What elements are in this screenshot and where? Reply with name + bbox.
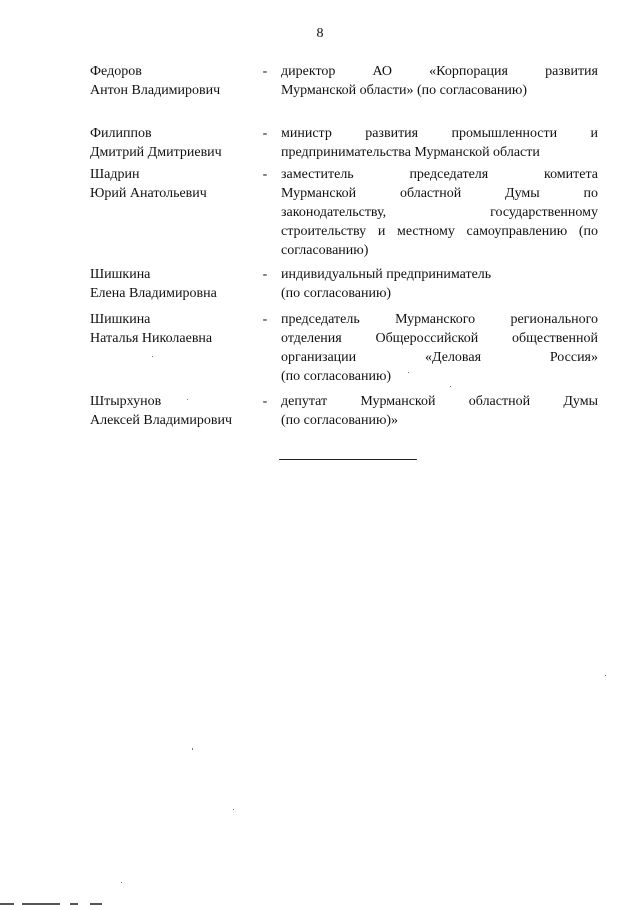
position-line: организации «Деловая Россия» <box>281 350 598 365</box>
member-name <box>90 62 260 100</box>
scan-speck <box>192 748 193 750</box>
member-position <box>281 310 598 386</box>
position-line: строительству и местному самоуправлению (по <box>281 224 598 239</box>
position-line: Мурманской области» (по согласованию) <box>281 83 528 98</box>
position-line: депутат Мурманской областной Думы <box>281 394 598 409</box>
member-position <box>281 124 598 162</box>
member-surname: Шишкина <box>90 267 151 282</box>
position-line: согласованию) <box>281 243 369 258</box>
entry-dash: - <box>262 126 268 141</box>
member-name <box>90 165 260 203</box>
scan-speck <box>152 356 153 357</box>
member-name <box>90 310 260 348</box>
member-position <box>281 265 598 303</box>
position-line: (по согласованию) <box>281 286 392 301</box>
position-line: отделения Общероссийской общественной <box>281 331 598 346</box>
entry-dash: - <box>262 167 268 182</box>
position-line: министр развития промышленности и <box>281 126 598 141</box>
scan-speck <box>408 372 409 373</box>
position-line: Мурманской областной Думы по <box>281 186 598 201</box>
member-position <box>281 392 598 430</box>
member-name <box>90 392 260 430</box>
member-surname: Федоров <box>90 64 142 79</box>
member-given-names: Елена Владимировна <box>90 286 217 301</box>
position-line: директор АО «Корпорация развития <box>281 64 598 79</box>
member-name <box>90 265 260 303</box>
scan-speck <box>450 386 451 387</box>
position-line: законодательству, государственному <box>281 205 598 220</box>
page-number: 8 <box>316 26 324 41</box>
member-given-names: Алексей Владимирович <box>90 413 233 428</box>
entry-dash: - <box>262 312 268 327</box>
position-line: индивидуальный предприниматель <box>281 267 492 282</box>
member-surname: Шишкина <box>90 312 151 327</box>
member-surname: Шадрин <box>90 167 140 182</box>
member-surname: Филиппов <box>90 126 152 141</box>
position-line: (по согласованию) <box>281 369 392 384</box>
position-line: председатель Мурманского регионального <box>281 312 598 327</box>
position-line: заместитель председателя комитета <box>281 167 598 182</box>
member-name <box>90 124 260 162</box>
member-given-names: Дмитрий Дмитриевич <box>90 145 222 160</box>
entry-dash: - <box>262 394 268 409</box>
position-line: (по согласованию)» <box>281 413 399 428</box>
member-position <box>281 165 598 260</box>
member-position <box>281 62 598 100</box>
scan-speck <box>605 675 606 676</box>
member-given-names: Антон Владимирович <box>90 83 221 98</box>
scan-speck <box>121 882 122 883</box>
member-given-names: Юрий Анатольевич <box>90 186 207 201</box>
scan-speck <box>187 399 188 400</box>
member-surname: Штырхунов <box>90 394 162 409</box>
entry-dash: - <box>262 267 268 282</box>
member-given-names: Наталья Николаевна <box>90 331 213 346</box>
closing-rule <box>279 459 417 460</box>
scan-speck <box>233 809 234 810</box>
position-line: предпринимательства Мурманской области <box>281 145 540 160</box>
entry-dash: - <box>262 64 268 79</box>
